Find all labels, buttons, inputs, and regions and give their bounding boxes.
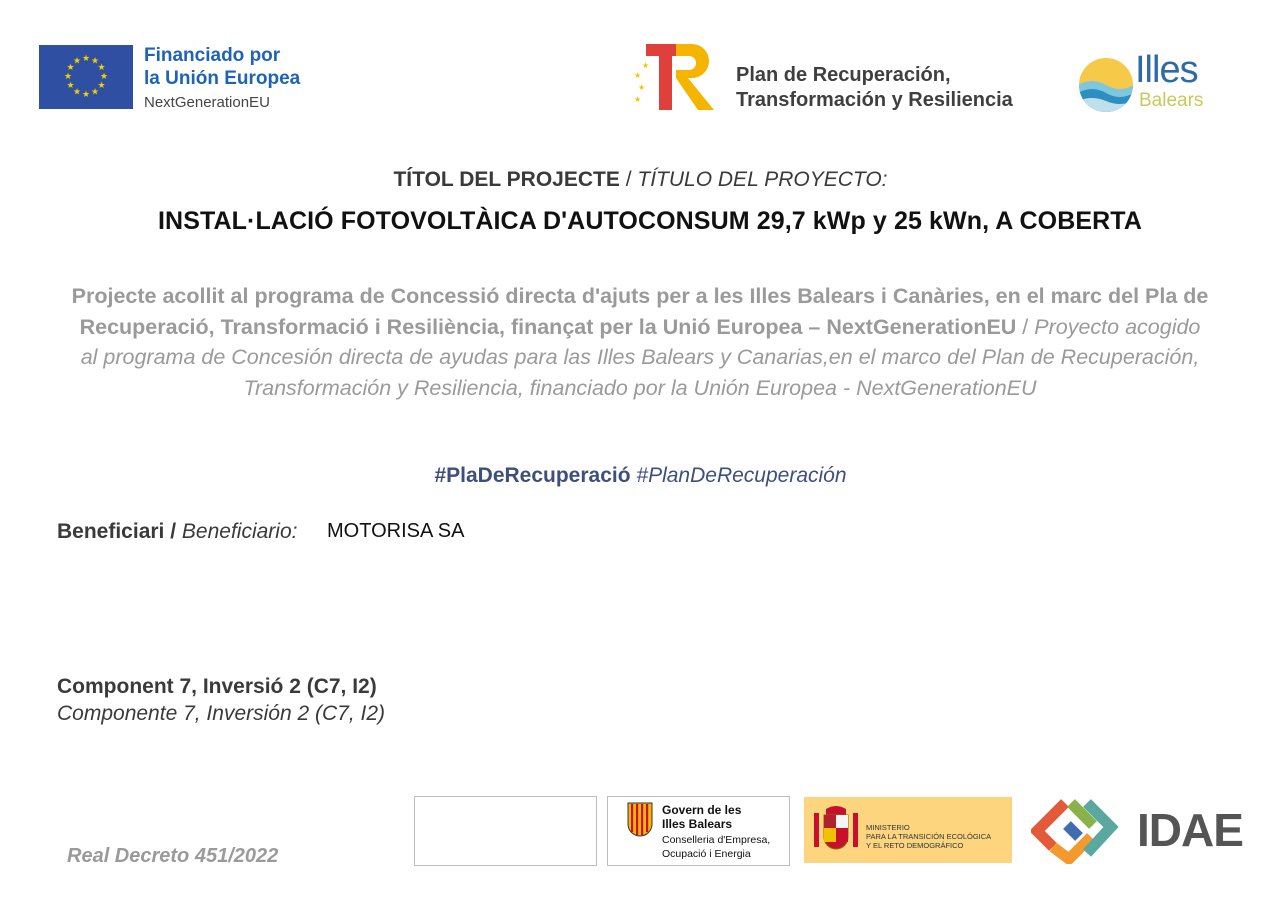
description-ca: Projecte acollit al programa de Concessió directa d'ajuts per a les Illes Balears i Canàries, en el marc del Pla de Recuperació, Transformació i Resiliència, finançat per la Unió Europea – NextGenerationEU [71, 284, 1209, 339]
svg-text:★: ★ [72, 87, 82, 98]
govern-line2: Illes Balears [662, 817, 733, 831]
svg-text:★: ★ [99, 72, 109, 82]
project-title-label [0, 168, 1281, 192]
svg-text:★: ★ [63, 72, 73, 82]
eu-logo-line2: la Unión Europea [144, 68, 301, 89]
hashtag-es: #PlanDeRecuperación [636, 464, 847, 487]
hashtags [0, 464, 1281, 488]
svg-text:★: ★ [634, 95, 642, 104]
prtr-tr-icon [632, 44, 714, 110]
description-es: Proyecto acogido al programa de Concesión directa de ayudas para las Illes Balears y Canarias,en el marco del Plan de Recuperación, Transformación y Resiliencia, financiado por la Unión Europea - NextGenerationEU [80, 314, 1201, 400]
blank-logo-box [414, 796, 597, 866]
beneficiary-label-ca: Beneficiari / [57, 520, 177, 543]
eu-logo-line3: NextGenerationEU [144, 94, 270, 111]
component-es: Componente 7, Inversión 2 (C7, I2) [57, 702, 386, 725]
ministerio-line3: Y EL RETO DEMOGRÁFICO [866, 841, 964, 850]
sun-sea-icon [1078, 57, 1134, 113]
svg-text:★: ★ [642, 61, 650, 70]
component-ca: Component 7, Inversió 2 (C7, I2) [57, 675, 377, 698]
title-label-es: TÍTULO DEL PROYECTO: [637, 168, 888, 191]
prtr-logo-line2: Transformación y Resiliencia [736, 89, 1013, 111]
govern-line1: Govern de les [662, 803, 742, 817]
illes-balears-line1: Illes [1135, 49, 1198, 91]
svg-text:★: ★ [634, 71, 642, 80]
svg-text:★: ★ [66, 63, 75, 73]
title-label-separator: / [619, 168, 638, 191]
spain-coat-of-arms-icon [812, 805, 860, 857]
title-label-ca: TÍTOL DEL PROJECTE [393, 168, 620, 191]
hashtag-ca: #PlaDeRecuperació [434, 464, 631, 487]
description-separator: / [1016, 314, 1035, 339]
eu-logo-line1: Financiado por [144, 45, 281, 66]
project-title: INSTAL·LACIÓ FOTOVOLTÀICA D'AUTOCONSUM 29,7 kWp y 25 kWn, A COBERTA [158, 207, 1142, 235]
beneficiary-label-es: Beneficiario: [181, 520, 298, 543]
balearic-shield-icon [627, 802, 653, 838]
idae-emblem-icon [1031, 797, 1129, 864]
program-description [70, 281, 1210, 403]
svg-text:★: ★ [97, 63, 106, 73]
beneficiary-label [57, 520, 297, 544]
govern-line4: Ocupació i Energia [662, 848, 751, 860]
real-decreto: Real Decreto 451/2022 [67, 845, 279, 867]
beneficiary-value: MOTORISA SA [327, 520, 465, 542]
svg-text:★: ★ [90, 56, 100, 67]
illes-balears-line2: Balears [1139, 90, 1204, 111]
svg-text:★: ★ [66, 81, 75, 91]
svg-text:★: ★ [90, 87, 100, 98]
svg-text:★: ★ [72, 56, 82, 67]
eu-flag-icon [39, 45, 133, 109]
idae-wordmark: IDAE [1137, 804, 1243, 856]
govern-line3: Conselleria d'Empresa, [662, 834, 771, 846]
svg-text:★: ★ [81, 90, 91, 100]
prtr-logo-line1: Plan de Recuperación, [736, 64, 951, 86]
svg-text:★: ★ [638, 83, 646, 92]
svg-text:★: ★ [81, 54, 91, 64]
ministerio-line1: MINISTERIO [866, 823, 910, 832]
ministerio-line2: PARA LA TRANSICIÓN ECOLÓGICA [866, 832, 992, 841]
svg-text:★: ★ [97, 81, 106, 91]
